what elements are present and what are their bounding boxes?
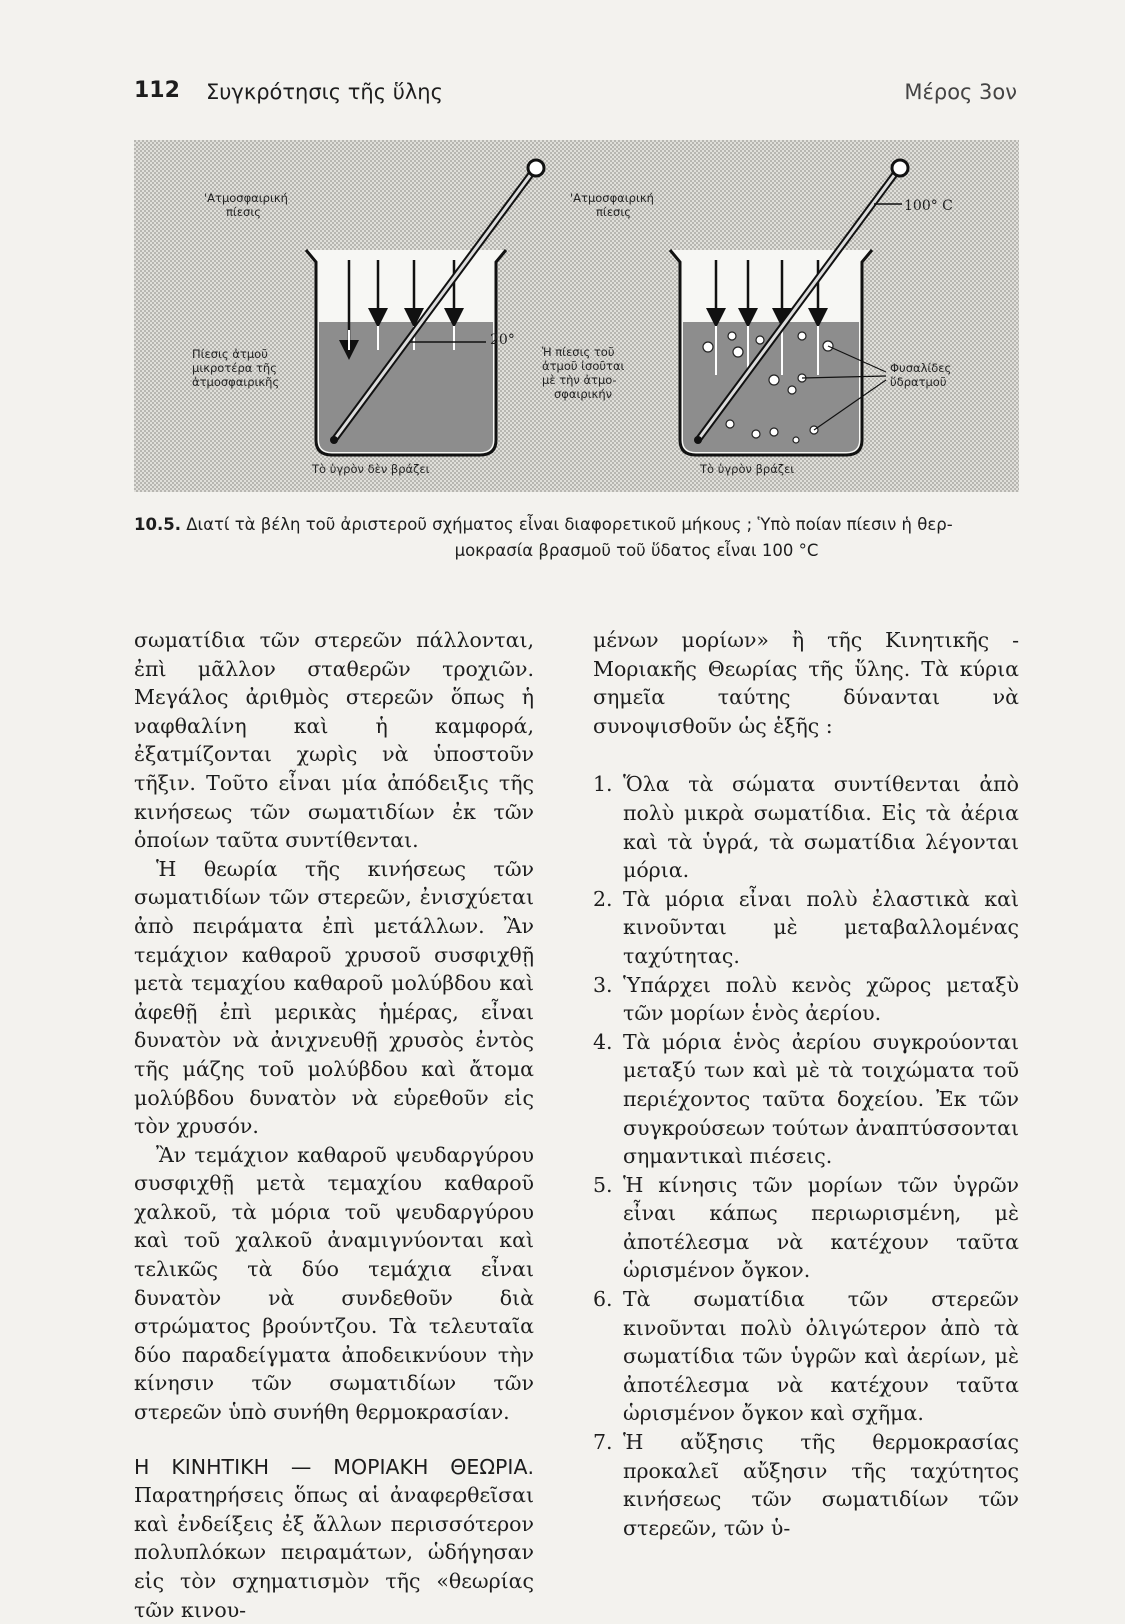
thermometer-bulb-right — [694, 436, 702, 444]
right-vapor-label-2: ἀτμοῦ ἰσοῦται — [542, 359, 625, 373]
left-bottom-label: Τὸ ὑγρὸν δὲν βράζει — [312, 462, 430, 476]
paragraph-1: σωματίδια τῶν στερεῶν πάλλονται, ἐπὶ μᾶλλον σταθερῶν τροχιῶν. Μεγάλος ἀριθμὸς στερεῶν ὅπως ἡ ναφθαλίνη καὶ ἡ καμφορά, ἐξατμίζονται χωρὶς νὰ ὑποστοῦν τῆξιν. Τοῦτο εἶναι μία ἀπόδειξις τῆς κινήσεως τῶν σωματιδίων ἐκ τῶν ὁποίων ταῦτα συντίθενται. — [134, 628, 534, 853]
theory-points-list — [593, 770, 1019, 1542]
figure-svg — [134, 140, 1019, 492]
list-item — [593, 1028, 1019, 1171]
list-text: Ἡ κίνησις τῶν μορίων τῶν ὑγρῶν εἶναι κάπως περιωρισμένη, μὲ ἀποτέλεσμα νὰ κατέχουν ταῦτα ὡρισμένον ὄγκον. — [623, 1172, 1019, 1283]
list-item — [593, 770, 1019, 884]
paragraph-2: Ἡ θεωρία τῆς κινήσεως τῶν σωματιδίων τῶν στερεῶν, ἐνισχύεται ἀπὸ πειράματα ἐπὶ μετάλλων. Ἂν τεμάχιον καθαροῦ χρυσοῦ συσφιχθῇ μετὰ τεμαχίου καθαροῦ μολύβδου καὶ ἀφεθῇ ἐπὶ μερικὰς ἡμέρας, εἶναι δυνατὸν νὰ ἀνιχνευθῇ χρυσὸς ἐντὸς τῆς μάζης τοῦ μολύβδου καὶ ἄτομα μολύβδου δυνατὸν νὰ εὑρεθοῦν εἰς τὸν χρυσόν. — [134, 856, 534, 1139]
figure-caption — [134, 512, 1019, 564]
list-item — [593, 885, 1019, 971]
right-vapor-label-1: Ἡ πίεσις τοῦ — [542, 345, 615, 359]
left-vapor-label-1: Πίεσις ἀτμοῦ — [192, 347, 268, 361]
list-item — [593, 1428, 1019, 1542]
left-temperature: 20° — [490, 332, 515, 348]
right-temperature: 100° C — [904, 198, 953, 214]
list-number: 4. — [593, 1029, 613, 1054]
list-text: Ἡ αὔξησις τῆς θερμοκρασίας προκαλεῖ αὔξησιν τῆς ταχύτητος κινήσεως τῶν σωματιδίων τῶν στερεῶν, τῶν ὑ- — [623, 1430, 1019, 1540]
page-header — [134, 78, 1017, 118]
section-heading: Η ΚΙΝΗΤΙΚΗ — ΜΟΡΙΑΚΗ ΘΕΩΡΙΑ. — [134, 1454, 534, 1479]
right-vapor-label-4: σφαιρικήν — [554, 387, 613, 401]
list-item — [593, 971, 1019, 1028]
caption-text-1: Διατί τὰ βέλη τοῦ ἀριστεροῦ σχήματος εἶναι διαφορετικοῦ μήκους ; Ὑπὸ ποίαν πίεσιν ἡ θερ- — [186, 515, 953, 534]
list-text: Τὰ μόρια ἑνὸς ἀερίου συγκρούονται μεταξύ των καὶ μὲ τὰ τοιχώματα τοῦ περιέχοντος ταῦτα δοχείου. Ἐκ τῶν συγκρούσεων τούτων ἀναπτύσσονται σημαντικαὶ πιέσεις. — [623, 1029, 1019, 1169]
list-number: 1. — [593, 772, 613, 797]
list-text: Ὅλα τὰ σώματα συντίθενται ἀπὸ πολὺ μικρὰ σωματίδια. Εἰς τὰ ἀέρια καὶ τὰ ὑγρά, τὰ σωματίδια λέγονται μόρια. — [623, 772, 1019, 883]
left-vapor-label-3: ἀτμοσφαιρικῆς — [192, 375, 280, 389]
list-text: Ὑπάρχει πολὺ κενὸς χῶρος μεταξὺ τῶν μορίων ἑνὸς ἀερίου. — [623, 972, 1019, 1026]
list-number: 5. — [593, 1172, 613, 1197]
list-number: 3. — [593, 972, 613, 997]
caption-number: 10.5. — [134, 515, 181, 534]
right-vapor-label-3: μὲ τὴν ἀτμο- — [542, 373, 617, 387]
right-intro: μένων μορίων» ἢ τῆς Κινητικῆς - Μοριακῆς Θεωρίας τῆς ὕλης. Τὰ κύρια σημεῖα ταύτης δύνανται νὰ συνοψισθοῦν ὡς ἑξῆς : — [593, 628, 1019, 738]
paragraph-4: Παρατηρήσεις ὅπως αἱ ἀναφερθεῖσαι καὶ ἐνδείξεις ἐξ ἄλλων περισσότερον πολυπλόκων πειραμάτων, ὡδήγησαν εἰς τὸν σχηματισμὸν τῆς «θεωρίας τῶν κινου- — [134, 1483, 534, 1622]
paragraph-3: Ἂν τεμάχιον καθαροῦ ψευδαργύρου συσφιχθῇ μετὰ τεμαχίου καθαροῦ χαλκοῦ, τὰ μόρια τοῦ ψευδαργύρου καὶ τοῦ χαλκοῦ ἀναμιγνύονται καὶ τελικῶς τὰ δύο τεμάχια εἶναι δυνατὸν νὰ συνδεθοῦν διὰ στρώματος βρούντζου. Τὰ τελευταῖα δύο παραδείγματα ἀποδεικνύουν τὴν κίνησιν τῶν σωματιδίων τῶν στερεῶν ὑπὸ συνήθη θερμοκρασίαν. — [134, 1142, 534, 1425]
thermometer-ring-right — [892, 160, 908, 176]
running-title: Συγκρότησις τῆς ὕλης — [206, 80, 443, 104]
list-number: 2. — [593, 886, 613, 911]
page-number: 112 — [134, 78, 180, 103]
caption-line-1 — [134, 512, 1019, 538]
bubbles-label-2: ὕδρατμοῦ — [890, 375, 947, 389]
thermometer-bulb — [330, 436, 338, 444]
caption-line-2: μοκρασία βρασμοῦ τοῦ ὕδατος εἶναι 100 °C — [454, 541, 819, 560]
list-item — [593, 1285, 1019, 1428]
list-item — [593, 1171, 1019, 1285]
boiling-figure — [134, 140, 1019, 492]
right-column — [593, 626, 1019, 1542]
left-vapor-label-2: μικροτέρα τῆς — [192, 361, 277, 375]
left-atm-label-1: 'Ατμοσφαιρική — [204, 191, 288, 205]
left-atm-label-2: πίεσις — [226, 205, 261, 219]
right-bottom-label: Τὸ ὑγρὸν βράζει — [700, 462, 795, 476]
list-number: 6. — [593, 1287, 613, 1312]
list-text: Τὰ μόρια εἶναι πολὺ ἐλαστικὰ καὶ κινοῦνται μὲ μεταβαλλομένας ταχύτητας. — [623, 886, 1019, 968]
right-atm-label-1: 'Ατμοσφαιρική — [570, 191, 654, 205]
list-text: Τὰ σωματίδια τῶν στερεῶν κινοῦνται πολὺ ὀλιγώτερον ἀπὸ τὰ σωματίδια τῶν ὑγρῶν καὶ ἀερίων, μὲ ἀποτέλεσμα νὰ κατέχουν ταῦτα ὡρισμένον ὄγκον καὶ σχῆμα. — [623, 1287, 1019, 1426]
thermometer-ring — [528, 160, 544, 176]
left-column — [134, 626, 534, 1624]
right-atm-label-2: πίεσις — [596, 205, 631, 219]
list-number: 7. — [593, 1430, 613, 1455]
part-label: Μέρος 3ον — [904, 80, 1017, 104]
bubbles-label-1: Φυσαλίδες — [890, 361, 952, 375]
kinetic-theory-paragraph — [134, 1453, 534, 1624]
